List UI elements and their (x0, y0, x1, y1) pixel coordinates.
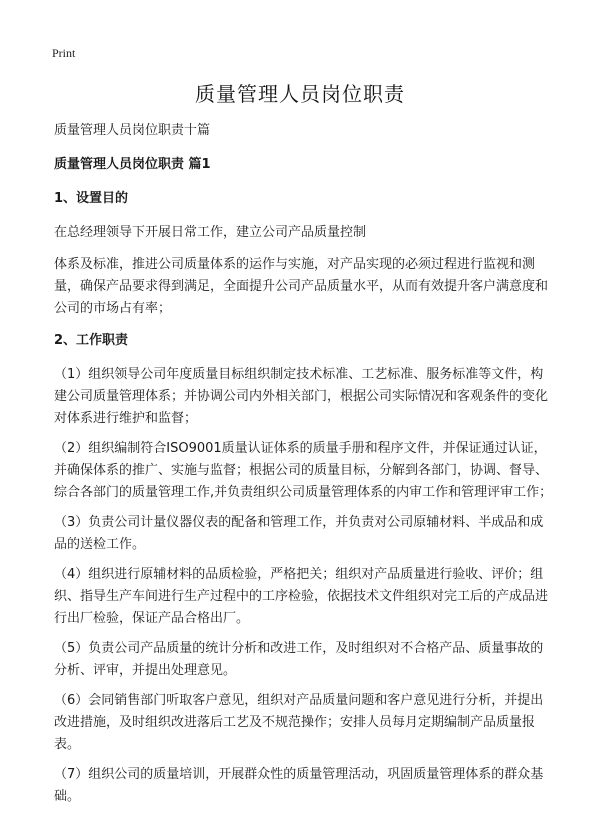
document-subtitle: 质量管理人员岗位职责十篇 (54, 123, 211, 138)
duties-heading: 2、工作职责 (54, 333, 129, 348)
purpose-heading: 1、设置目的 (54, 191, 129, 206)
duty-item-4: （4）组织进行原辅材料的品质检验，严格把关；组织对产品质量进行验收、评价；组织、指导生产车间进行生产过程中的工序检验，依据技术文件组织对完工后的产成品进行出厂检验，保证产品合格出厂。 (54, 567, 549, 626)
print-label: Print (52, 46, 76, 60)
duty-item-5: （5）负责公司产品质量的统计分析和改进工作，及时组织对不合格产品、质量事故的分析、评审，并提出处理意见。 (54, 641, 544, 678)
purpose-paragraph-1: 在总经理领导下开展日常工作，建立公司产品质量控制 (54, 225, 367, 240)
duty-item-2: （2）组织编制符合ISO9001质量认证体系的质量手册和程序文件，并保证通过认证，并确保体系的推广、实施与监督；根据公司的质量目标，分解到各部门，协调、督导、综合各部门的质量管理工作,并负责组织公司质量管理体系的内审工作和管理评审工作； (54, 441, 553, 500)
purpose-paragraph-2: 体系及标准，推进公司质量体系的运作与实施，对产品实现的必须过程进行监视和测量，确保产品要求得到满足，全面提升公司产品质量水平，从而有效提升客户满意度和公司的市场占有率； (54, 257, 549, 316)
section-heading: 质量管理人员岗位职责 篇1 (54, 157, 211, 172)
duty-item-1: （1）组织领导公司年度质量目标组织制定技术标准、工艺标准、服务标准等文件，构建公司质量管理体系；并协调公司内外相关部门，根据公司实际情况和客观条件的变化对体系进行维护和监督； (54, 367, 549, 426)
duty-item-6: （6）会同销售部门听取客户意见，组织对产品质量问题和客户意见进行分析，并提出改进措施，及时组织改进落后工艺及不规范操作；安排人员每月定期编制产品质量报表。 (54, 693, 544, 752)
duty-item-7: （7）组织公司的质量培训，开展群众性的质量管理活动，巩固质量管理体系的群众基础。 (54, 767, 544, 804)
document-title: 质量管理人员岗位职责 (195, 82, 405, 106)
duty-item-3: （3）负责公司计量仪器仪表的配备和管理工作，并负责对公司原辅材料、半成品和成品的送检工作。 (54, 515, 544, 552)
document-body (54, 120, 554, 816)
